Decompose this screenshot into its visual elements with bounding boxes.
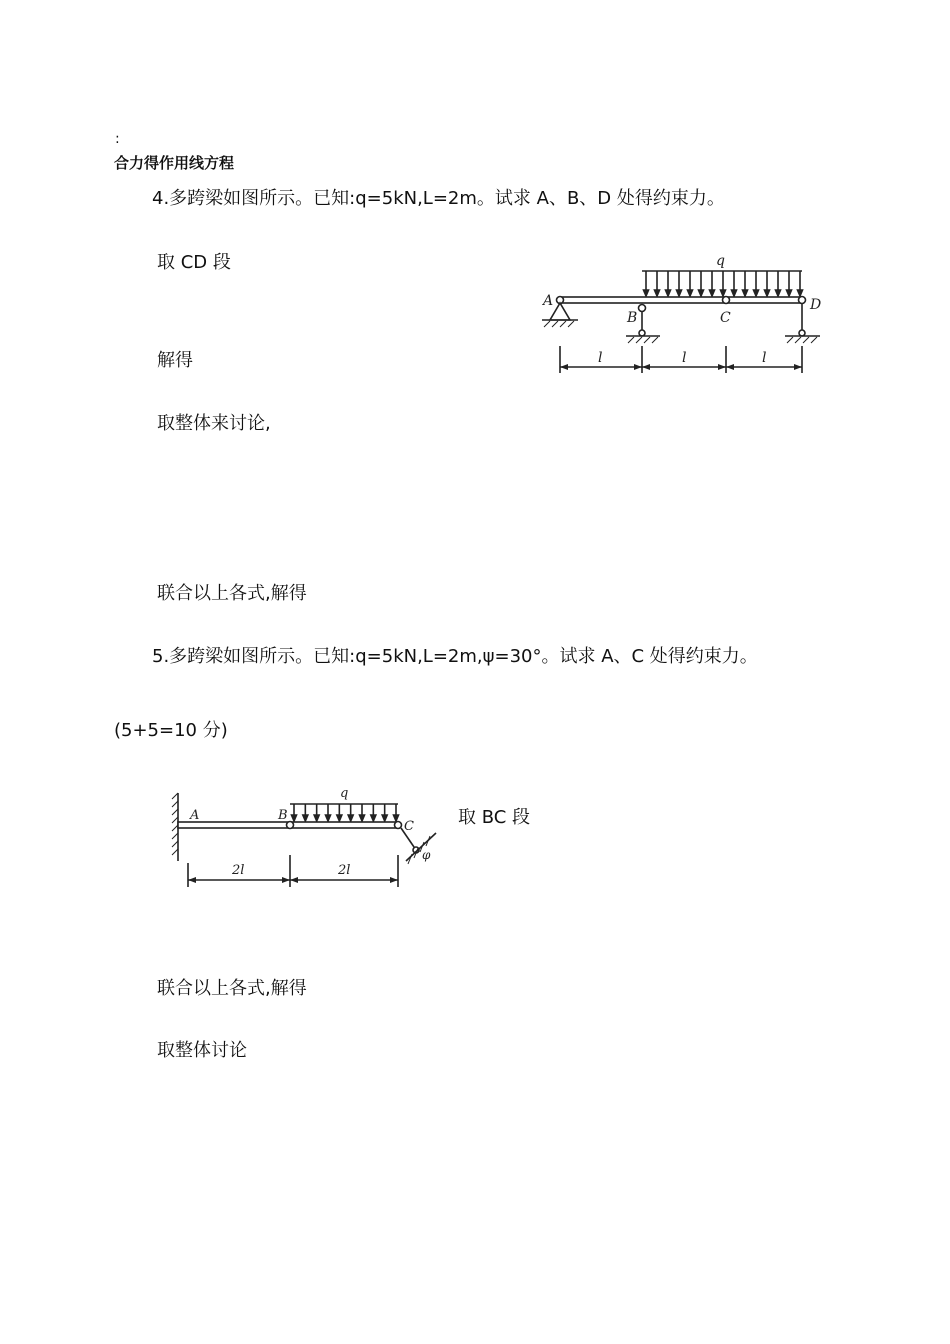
q5-step-combine: 联合以上各式,解得 bbox=[157, 978, 307, 999]
q5-step-take-bc: 取 BC 段 bbox=[458, 807, 531, 828]
q5-text: 5.多跨梁如图所示。已知:q=5kN,L=2m,ψ=30°。试求 A、C 处得约束力。 bbox=[152, 646, 758, 667]
load-arrow-head bbox=[348, 815, 353, 821]
q4-dim-2: l bbox=[682, 350, 687, 366]
load-arrow-head bbox=[371, 815, 376, 821]
load-arrow-head bbox=[798, 290, 803, 296]
load-arrow-head bbox=[677, 290, 682, 296]
load-arrow-head bbox=[394, 815, 399, 821]
load-arrow-head bbox=[337, 815, 342, 821]
q5-label-c: C bbox=[404, 819, 414, 834]
q4-step-whole: 取整体来讨论, bbox=[157, 413, 271, 434]
q4-beam-figure bbox=[530, 245, 840, 400]
load-arrow-head bbox=[710, 290, 715, 296]
load-arrow-head bbox=[292, 815, 297, 821]
load-arrow-head bbox=[382, 815, 387, 821]
section-heading: 合力得作用线方程 bbox=[114, 154, 235, 172]
q5-dim-1: 2l bbox=[232, 863, 245, 878]
load-arrow-head bbox=[688, 290, 693, 296]
q5-step-whole: 取整体讨论 bbox=[157, 1040, 247, 1061]
q4-label-c: C bbox=[720, 310, 731, 326]
q4-label-b: B bbox=[627, 310, 638, 326]
q4-text: 4.多跨梁如图所示。已知:q=5kN,L=2m。试求 A、B、D 处得约束力。 bbox=[152, 188, 725, 209]
load-arrow-head bbox=[732, 290, 737, 296]
colon-mark: : bbox=[115, 131, 120, 147]
q4-label-d: D bbox=[810, 297, 822, 313]
load-arrow-head bbox=[303, 815, 308, 821]
load-arrow-head bbox=[655, 290, 660, 296]
load-arrow-head bbox=[360, 815, 365, 821]
q5-load-label: q bbox=[340, 786, 349, 801]
q4-load-label: q bbox=[716, 253, 725, 269]
q5-dim-2: 2l bbox=[338, 863, 351, 878]
q5-label-a: A bbox=[190, 808, 200, 823]
q5-angle-label: φ bbox=[422, 848, 431, 862]
q4-label-a: A bbox=[543, 293, 554, 309]
q4-step-solve: 解得 bbox=[157, 350, 193, 371]
q5-label-b: B bbox=[278, 808, 288, 823]
load-arrow-head bbox=[666, 290, 671, 296]
load-arrow-head bbox=[699, 290, 704, 296]
q5-beam-figure bbox=[168, 775, 458, 905]
load-arrow-head bbox=[787, 290, 792, 296]
load-arrow-head bbox=[743, 290, 748, 296]
load-arrow-head bbox=[754, 290, 759, 296]
load-arrow-head bbox=[644, 290, 649, 296]
q5-score: (5+5=10 分) bbox=[114, 720, 228, 741]
load-arrow-head bbox=[721, 290, 726, 296]
q4-step-take-cd: 取 CD 段 bbox=[157, 252, 231, 273]
load-arrow-head bbox=[765, 290, 770, 296]
q4-dim-3: l bbox=[762, 350, 767, 366]
q4-dim-1: l bbox=[598, 350, 603, 366]
load-arrow-head bbox=[314, 815, 319, 821]
load-arrow-head bbox=[776, 290, 781, 296]
q4-step-combine: 联合以上各式,解得 bbox=[157, 583, 307, 604]
load-arrow-head bbox=[326, 815, 331, 821]
